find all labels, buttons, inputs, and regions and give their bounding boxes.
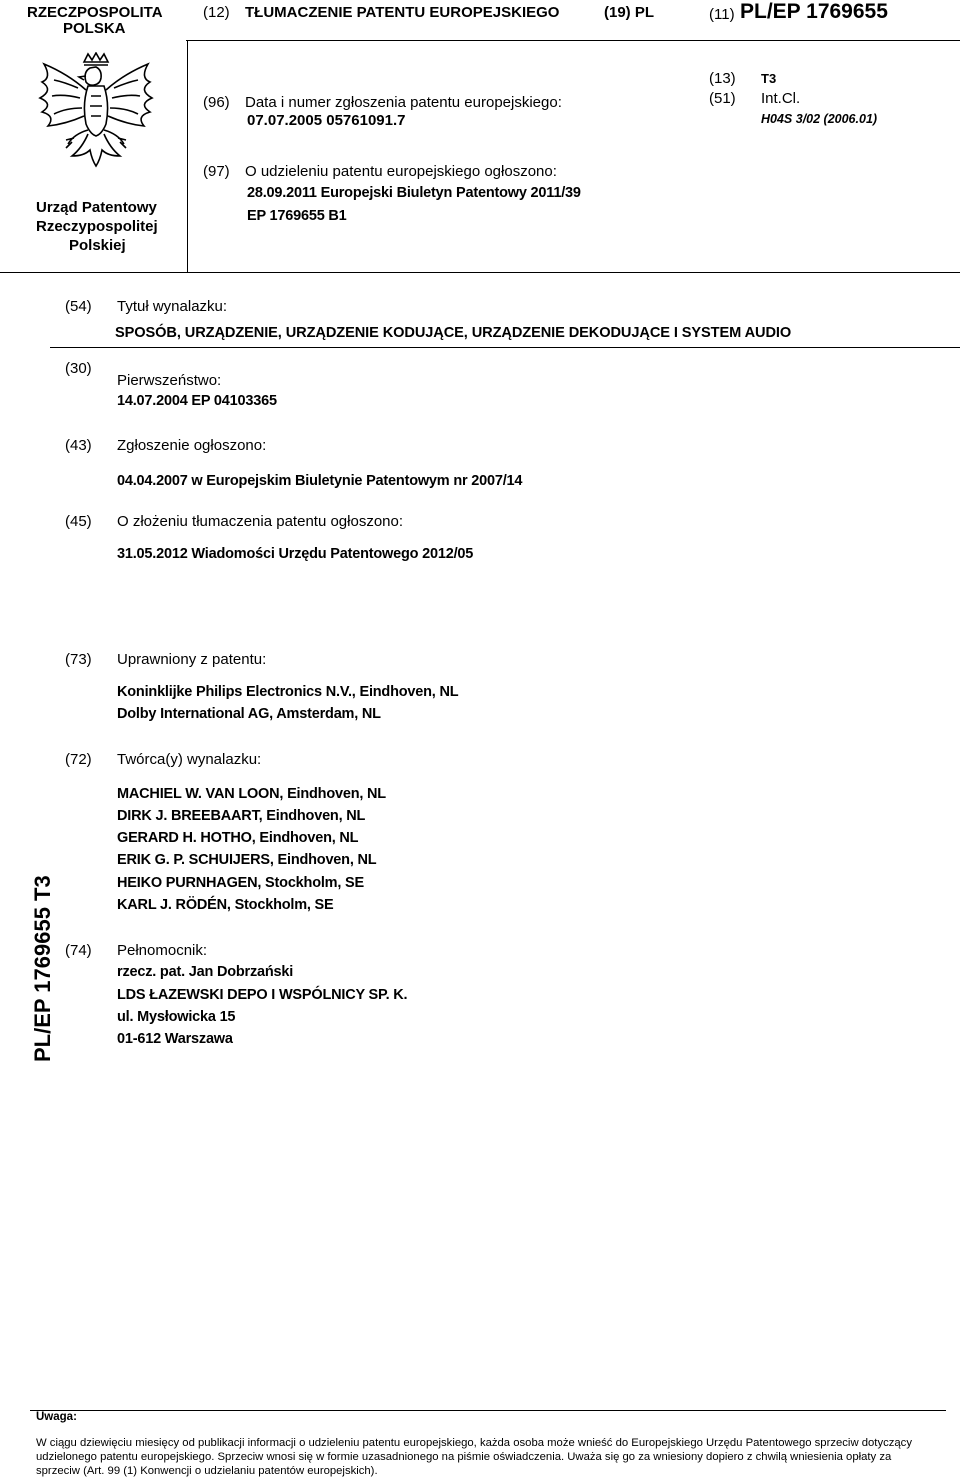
- code-43: (43): [65, 437, 92, 454]
- inventor-line: ERIK G. P. SCHUIJERS, Eindhoven, NL: [117, 852, 377, 868]
- note-text: W ciągu dziewięciu miesięcy od publikacji informacji o udzieleniu patentu europejskiego, każda osoba może wnieść do Europejskiego Urzędu Patentowego sprzeciw dotyczący udzielonego patentu europejskiego. Sprzeciw wnosi się w formie uzasadnionego na piśmie oświadczenia. Uważa się go za wniesiony dopiero z chwilą wniesienia opłaty za sprzeciw (Art. 99 (1) Konwencji o udzielaniu patentów europejskich).: [36, 1437, 912, 1478]
- filing-value: 07.07.2005 05761091.7: [247, 112, 406, 129]
- side-patent-code: PL/EP 1769655 T3: [30, 875, 55, 1062]
- code-51: (51): [709, 90, 736, 107]
- code-72: (72): [65, 751, 92, 768]
- translation-value: 31.05.2012 Wiadomości Urzędu Patentowego 2012/05: [117, 546, 474, 562]
- header-bottom-rule: [0, 272, 960, 273]
- document-type-title: TŁUMACZENIE PATENTU EUROPEJSKIEGO: [245, 4, 560, 21]
- inventor-line: GERARD H. HOTHO, Eindhoven, NL: [117, 830, 359, 846]
- attorney-line: LDS ŁAZEWSKI DEPO I WSPÓLNICY SP. K.: [117, 987, 408, 1003]
- proprietor-line: Koninklijke Philips Electronics N.V., Eindhoven, NL: [117, 684, 459, 700]
- grant-publication-number: EP 1769655 B1: [247, 208, 347, 224]
- attorney-label: Pełnomocnik:: [117, 942, 208, 959]
- title-label: Tytuł wynalazku:: [117, 298, 228, 315]
- code-30: (30): [65, 360, 92, 377]
- code-19: (19) PL: [604, 4, 655, 21]
- inventors-label: Twórca(y) wynalazku:: [117, 751, 262, 768]
- office-name-line-1: Urząd Patentowy: [36, 199, 157, 216]
- inventor-line: DIRK J. BREEBAART, Eindhoven, NL: [117, 808, 366, 824]
- inventor-line: KARL J. RÖDÉN, Stockholm, SE: [117, 897, 334, 913]
- attorney-line: rzecz. pat. Jan Dobrzański: [117, 964, 294, 980]
- code-97: (97): [203, 163, 230, 180]
- country-line-1: RZECZPOSPOLITA: [27, 4, 163, 21]
- grant-bulletin: 28.09.2011 Europejski Biuletyn Patentowy 2011/39: [247, 185, 581, 201]
- priority-value: 14.07.2004 EP 04103365: [117, 393, 277, 409]
- code-11: (11): [709, 6, 735, 23]
- invention-title: SPOSÓB, URZĄDZENIE, URZĄDZENIE KODUJĄCE, URZĄDZENIE DEKODUJĄCE I SYSTEM AUDIO: [115, 325, 792, 341]
- code-96: (96): [203, 94, 230, 111]
- office-name-line-2: Rzeczypospolitej: [36, 218, 158, 235]
- patent-number: PL/EP 1769655: [740, 0, 888, 23]
- code-74: (74): [65, 942, 92, 959]
- code-54: (54): [65, 298, 92, 315]
- grant-label: O udzieleniu patentu europejskiego ogłoszono:: [245, 163, 557, 180]
- inventor-line: MACHIEL W. VAN LOON, Eindhoven, NL: [117, 786, 386, 802]
- filing-label: Data i numer zgłoszenia patentu europejskiego:: [245, 94, 562, 111]
- code-73: (73): [65, 651, 92, 668]
- note-top-rule: [30, 1410, 946, 1411]
- publication-value: 04.04.2007 w Europejskim Biuletynie Patentowym nr 2007/14: [117, 473, 523, 489]
- office-name-line-3: Polskiej: [69, 237, 126, 254]
- priority-label: Pierwszeństwo:: [117, 372, 222, 389]
- publication-label: Zgłoszenie ogłoszono:: [117, 437, 267, 454]
- translation-label: O złożeniu tłumaczenia patentu ogłoszono:: [117, 513, 404, 530]
- title-rule: [50, 347, 960, 348]
- attorney-line: ul. Mysłowicka 15: [117, 1009, 236, 1025]
- code-13: (13): [709, 70, 736, 87]
- proprietor-label: Uprawniony z patentu:: [117, 651, 267, 668]
- header-divider: [187, 40, 188, 272]
- note-label: Uwaga:: [36, 1411, 77, 1423]
- code-45: (45): [65, 513, 92, 530]
- code-12: (12): [203, 4, 230, 21]
- polish-eagle-emblem: [34, 52, 158, 182]
- intcl-value: H04S 3/02 (2006.01): [761, 112, 878, 126]
- header-top-rule: [186, 40, 960, 41]
- proprietor-line: Dolby International AG, Amsterdam, NL: [117, 706, 381, 722]
- inventor-line: HEIKO PURNHAGEN, Stockholm, SE: [117, 875, 364, 891]
- attorney-line: 01-612 Warszawa: [117, 1031, 233, 1047]
- country-line-2: POLSKA: [63, 20, 126, 37]
- kind-code-value: T3: [761, 71, 777, 86]
- intcl-label: Int.Cl.: [761, 90, 801, 107]
